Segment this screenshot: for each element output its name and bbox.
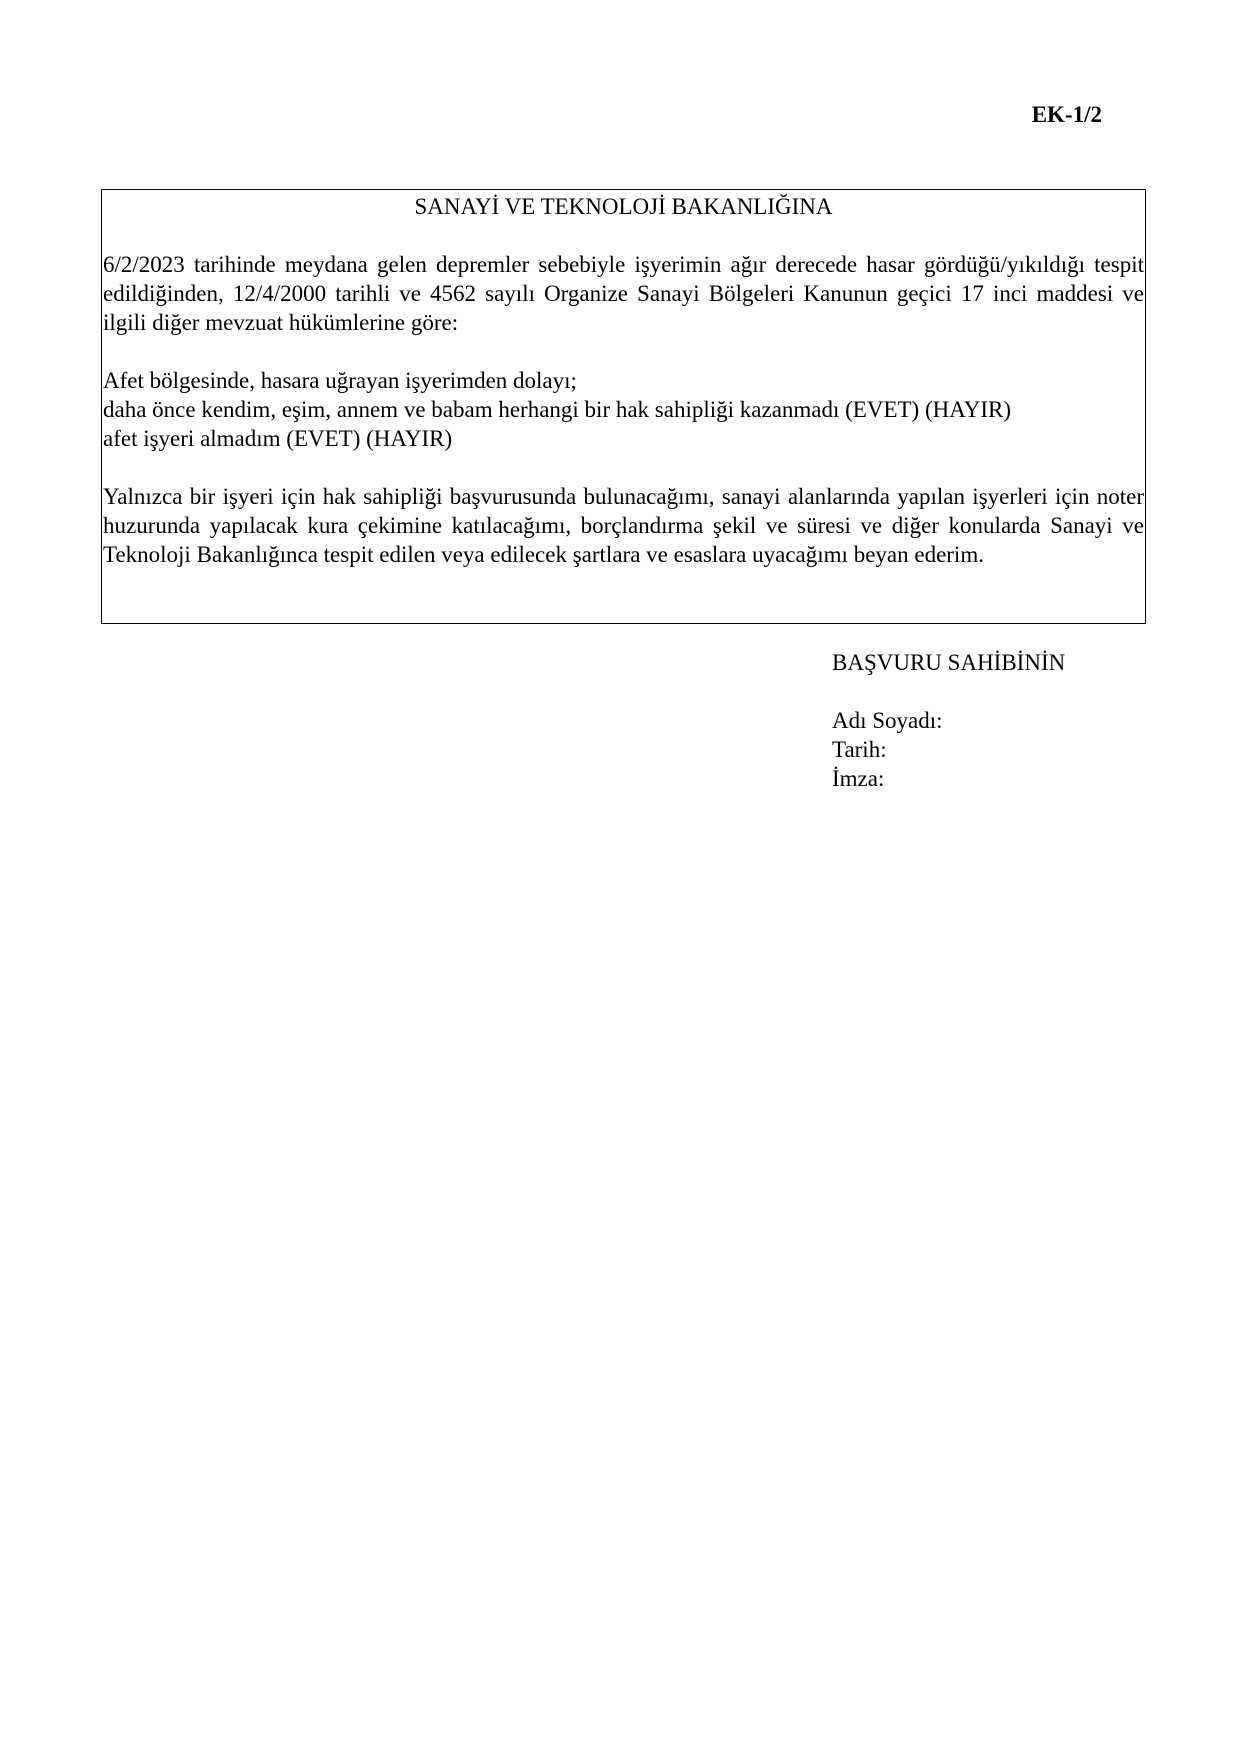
statement-line-disaster-workplace: afet işyeri almadım (EVET) (HAYIR) <box>103 426 453 451</box>
applicant-title: BAŞVURU SAHİBİNİN <box>832 650 1066 675</box>
signature-field-label: İmza: <box>832 766 885 791</box>
annex-label: EK-1/2 <box>1031 102 1102 127</box>
date-field-label: Tarih: <box>832 737 887 762</box>
intro-paragraph: 6/2/2023 tarihinde meydana gelen depremler sebebiyle işyerimin ağır derecede hasar gördüğü/yıkıldığı tespit edildiğinden, 12/4/2000 tarihli ve 4562 sayılı Organize Sanayi Bölgeleri Kanunun geçici 17 inci maddesi ve ilgili diğer mevzuat hükümlerine göre: <box>103 252 1144 335</box>
addressee-heading: SANAYİ VE TEKNOLOJİ BAKANLIĞINA <box>414 194 833 219</box>
statement-line-damage: Afet bölgesinde, hasara uğrayan işyerimden dolayı; <box>103 368 577 393</box>
applicant-fields <box>832 706 1065 793</box>
application-form-box <box>101 189 1146 624</box>
eligibility-statements <box>103 366 1144 453</box>
declaration-paragraph: Yalnızca bir işyeri için hak sahipliği başvurusunda bulunacağımı, sanayi alanlarında yapılan işyerleri için noter huzurunda yapılacak kura çekimine katılacağımı, borçlandırma şekil ve süresi ve diğer konularda Sanayi ve Teknoloji Bakanlığınca tespit edilen veya edilecek şartlara ve esaslara uyacağımı beyan ederim. <box>103 484 1144 567</box>
statement-line-prior-rights: daha önce kendim, eşim, annem ve babam herhangi bir hak sahipliği kazanmadı (EVET) (HAYIR) <box>103 397 1012 422</box>
applicant-signature-block <box>832 648 1065 793</box>
name-field-label: Adı Soyadı: <box>832 708 943 733</box>
